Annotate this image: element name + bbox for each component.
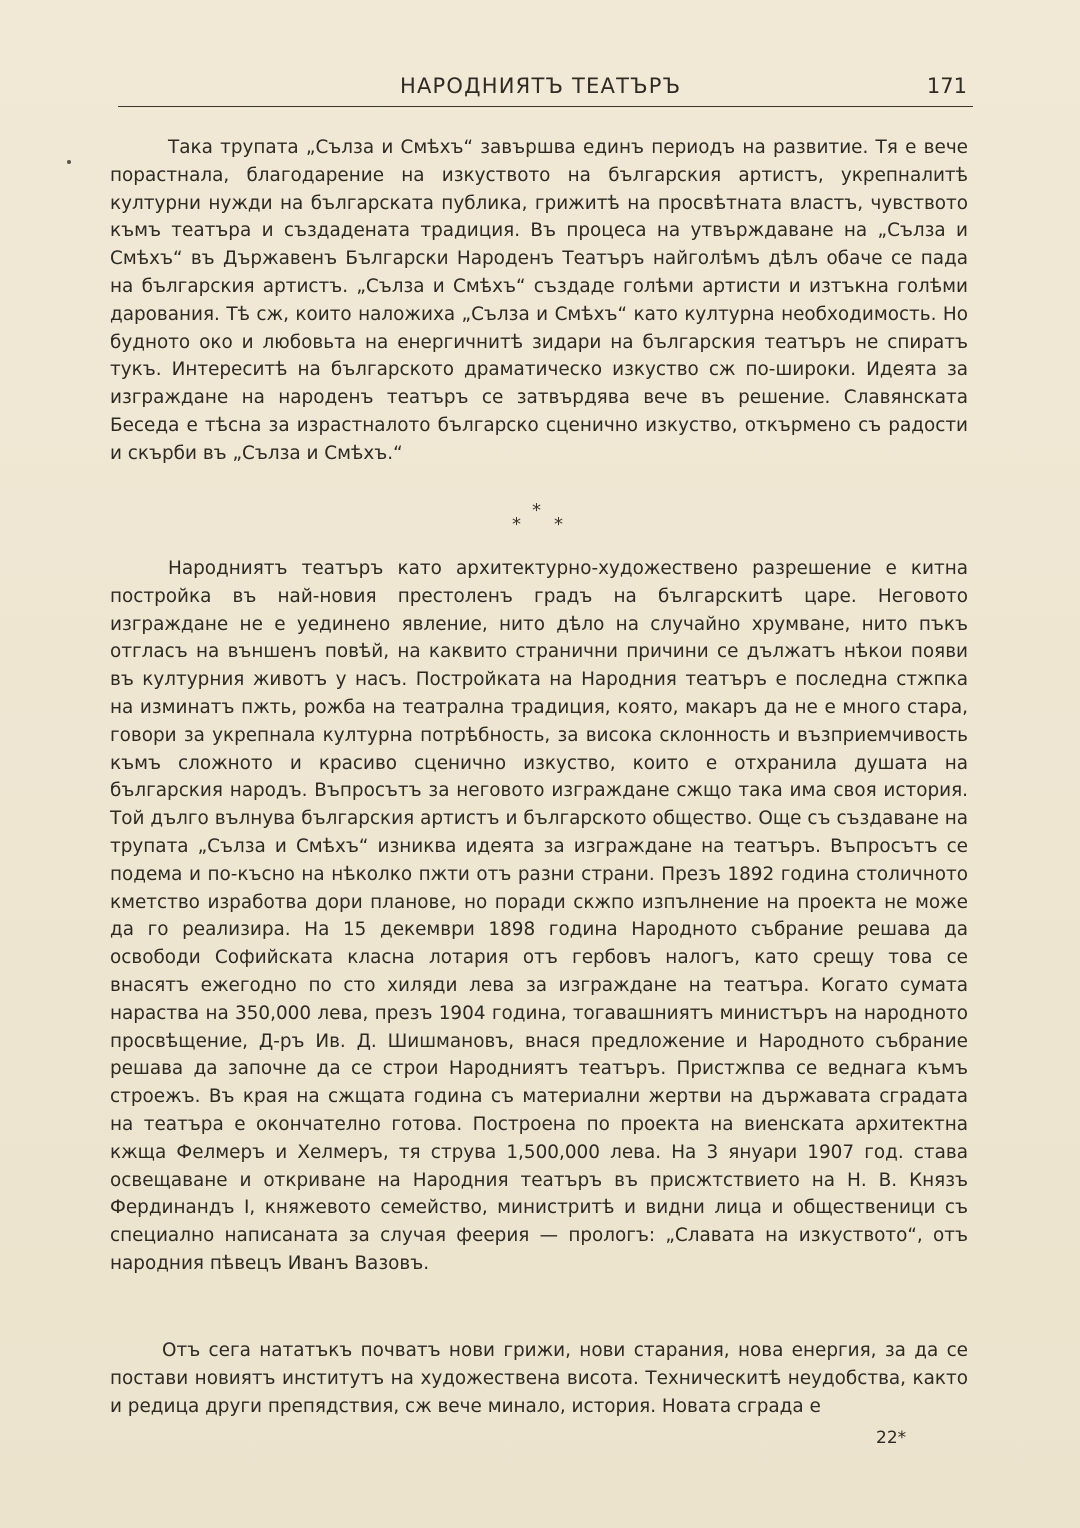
section-break-asterism (510, 502, 570, 538)
header-rule (118, 106, 973, 107)
running-title: НАРОДНИЯТЪ ТЕАТЪРЪ (400, 74, 682, 98)
page-header (110, 74, 975, 108)
asterisk-right: * (554, 514, 563, 535)
paragraph-3: Отъ сега нататъкъ почватъ нови грижи, нови старания, нова енергия, за да се постави новиятъ институтъ на художествена висота. Техническитѣ неудобства, както и редица други препядствия, сж вече минало, история. Новата сграда е (110, 1340, 968, 1417)
paragraph-1: Така трупата „Сълза и Смѣхъ“ завършва единъ периодъ на развитие. Тя е вече порастнала, благодарение на изкуството на българския артистъ, укрепналитѣ културни нужди на българската публика, грижитѣ на просвѣтната властъ, чувството къмъ театъра и създадената традиция. Въ процеса на утвърждаване на „Сълза и Смѣхъ“ въ Държавенъ Български Народенъ Театъръ найголѣмъ дѣлъ обаче се пада на българския артистъ. „Сълза и Смѣхъ“ създаде голѣми артисти и изтъкна голѣми дарования. Тѣ сж, които наложиха „Сълза и Смѣхъ“ като културна необходимость. Но будното око и любовьта на енергичнитѣ зидари на българския театъръ не спиратъ тукъ. Интереситѣ на българското драматическо изкуство сж по-широки. Идеята за изграждане на народенъ театъръ се затвърдява вече въ решение. Славянската Беседа е тѣсна за израстналото българско сценично изкуство, откърмено съ радости и скърби въ „Сълза и Смѣхъ.“ (110, 137, 968, 464)
asterisk-top: * (532, 500, 541, 521)
printer-signature-mark: 22* (876, 1428, 907, 1448)
margin-speck (67, 160, 71, 164)
page-number: 171 (926, 74, 967, 98)
asterisk-left: * (512, 514, 521, 535)
paragraph-2: Народниятъ театъръ като архитектурно-художествено разрешение е китна постройка въ най-новия престоленъ градъ на българскитѣ царе. Неговото изграждане не е уединено явление, нито дѣло на случайно хрумване, нито пъкъ отгласъ на външенъ повѣй, на каквито странични причини се дължатъ нѣкои появи въ културния животъ у насъ. Постройката на Народния театъръ е последна стжпка на изминатъ пжть, рожба на театрална традиция, която, макаръ да не е много стара, говори за укрепнала културна потрѣбность, за висока склонность и възприемчивость къмъ сложното и красиво сценично изкуство, които е отхранила душата на българския народъ. Въпросътъ за неговото изграждане сжщо така има своя история. Той дълго вълнува българския артистъ и българското общество. Още съ създаване на трупата „Сълза и Смѣхъ“ изниква идеята за изграждане на театъръ. Въпросътъ се подема и по-късно на нѣколко пжти отъ разни страни. Презъ 1892 година столичното кметство изработва дори планове, но поради скжпо изпълнение на проекта не може да го реализира. На 15 декември 1898 година Народното събрание решава да освободи Софийската класна лотария отъ гербовъ налогъ, като срещу това се внасятъ ежегодно по сто хиляди лева за изграждане на театъра. Когато сумата нараства на 350,000 лева, презъ 1904 година, тогавашниятъ министъръ на народното просвѣщение, Д-ръ Ив. Д. Шишмановъ, внася предложение и Народното събрание решава да започне да се строи Народниятъ театъръ. Пристжпва се веднага къмъ строежъ. Въ края на сжщата година съ материални жертви на държавата сградата на театъра е окончателно готова. Построена по проекта на виенската архитектна кжща Фелмеръ и Хелмеръ, тя струва 1,500,000 лева. На 3 януари 1907 год. става освещаване и откриване на Народния театъръ въ присжтствието на Н. В. Князъ Фердинандъ I, княжевото семейство, министритѣ и видни лица и общественици съ специално написаната за случая феерия — прологъ: „Славата на изкуството“, отъ народния пѣвецъ Иванъ Вазовъ. (110, 558, 968, 1274)
